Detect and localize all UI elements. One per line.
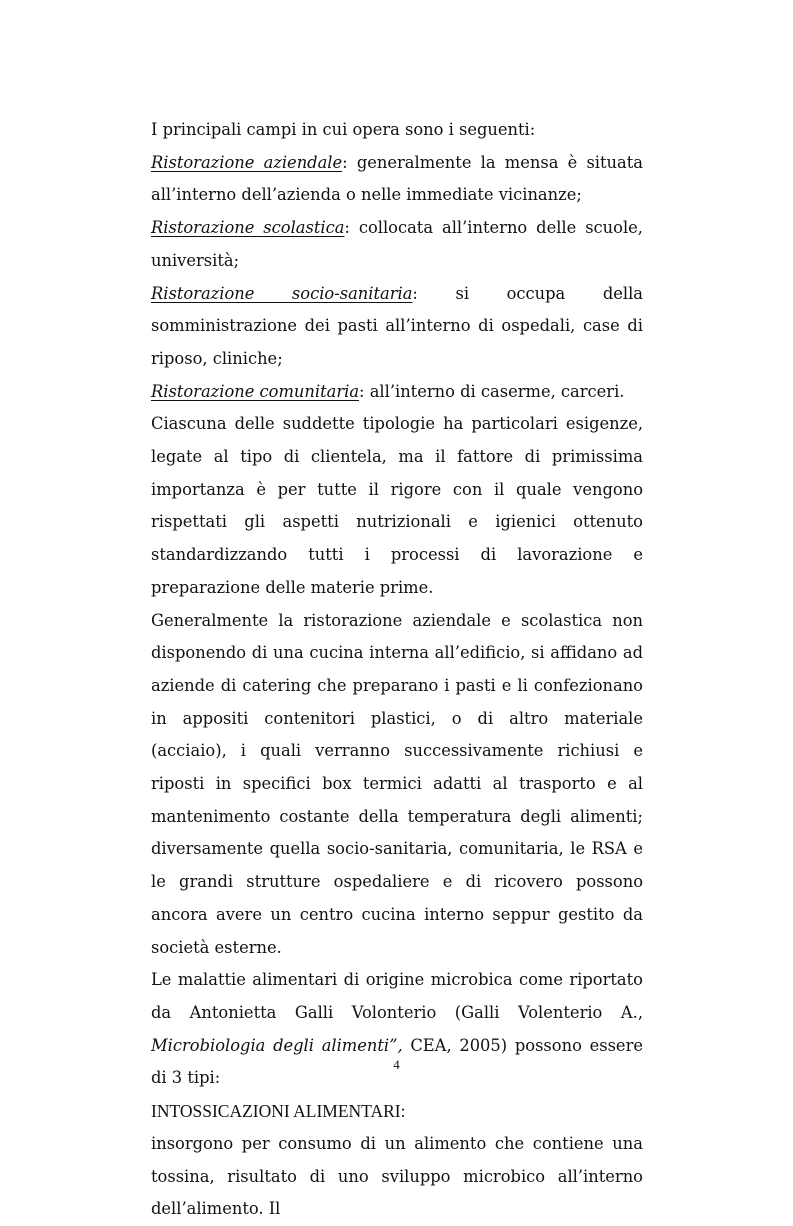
field-term: Ristorazione socio-sanitaria [151,283,413,303]
paragraph-malattie [151,964,643,1095]
field-aziendale [151,147,643,212]
field-socio-sanitaria [151,278,643,376]
field-term: Ristorazione comunitaria [151,381,360,401]
section-heading: INTOSSICAZIONI ALIMENTARI: [151,1101,406,1122]
paragraph-catering: Generalmente la ristorazione aziendale e scolastica non disponendo di una cucina interna all’edificio, si affidano ad aziende di catering che preparano i pasti e li confezionano in appositi contenitori plastici, o di altro materiale (acciaio), i quali verranno successivamente richiusi e riposti in specifici box termici adatti al trasporto e al mantenimento costante della temperatura degli alimenti; diversamente quella socio-sanitaria, comunitaria, le RSA e le grandi strutture ospedaliere e di ricovero possono ancora avere un centro cucina interno seppur gestito da società esterne. [151,610,643,957]
paragraph-malattie-start: Le malattie alimentari di origine microbica come riportato da Antonietta Galli Volonterio (Galli Volenterio A., [151,970,643,1022]
intro-line: I principali campi in cui opera sono i seguenti: [151,120,536,139]
field-text: : collocata all’interno delle scuole, università; [151,218,643,270]
page-number: 4 [393,1057,400,1072]
field-term: Ristorazione aziendale [151,152,343,172]
field-scolastica [151,212,643,277]
paragraph-tipologie: Ciascuna delle suddette tipologie ha particolari esigenze, legate al tipo di clientela, ma il fattore di primissima importanza è per tutte il rigore con il quale vengono rispettati gli aspetti nutrizionali e igienici ottenuto standardizzando tutti i processi di lavorazione e preparazione delle materie prime. [151,414,643,597]
field-text: : generalmente la mensa è situata all’interno dell’azienda o nelle immediate vicinanze; [151,152,643,205]
paragraph-intossicazioni: insorgono per consumo di un alimento che contiene una tossina, risultato di uno sviluppo microbico all’interno dell’alimento. Il [151,1133,643,1219]
citation-title: Microbiologia degli alimenti”, [151,1035,403,1055]
field-text: : all’interno di caserme, carceri. [359,381,625,401]
field-term: Ristorazione scolastica [151,218,345,238]
field-comunitaria [151,376,643,409]
field-text: : si occupa della somministrazione dei pasti all’interno di ospedali, case di riposo, cliniche; [151,283,643,368]
paragraph-malattie-end: CEA, 2005) possono essere di 3 tipi: [151,1035,643,1088]
